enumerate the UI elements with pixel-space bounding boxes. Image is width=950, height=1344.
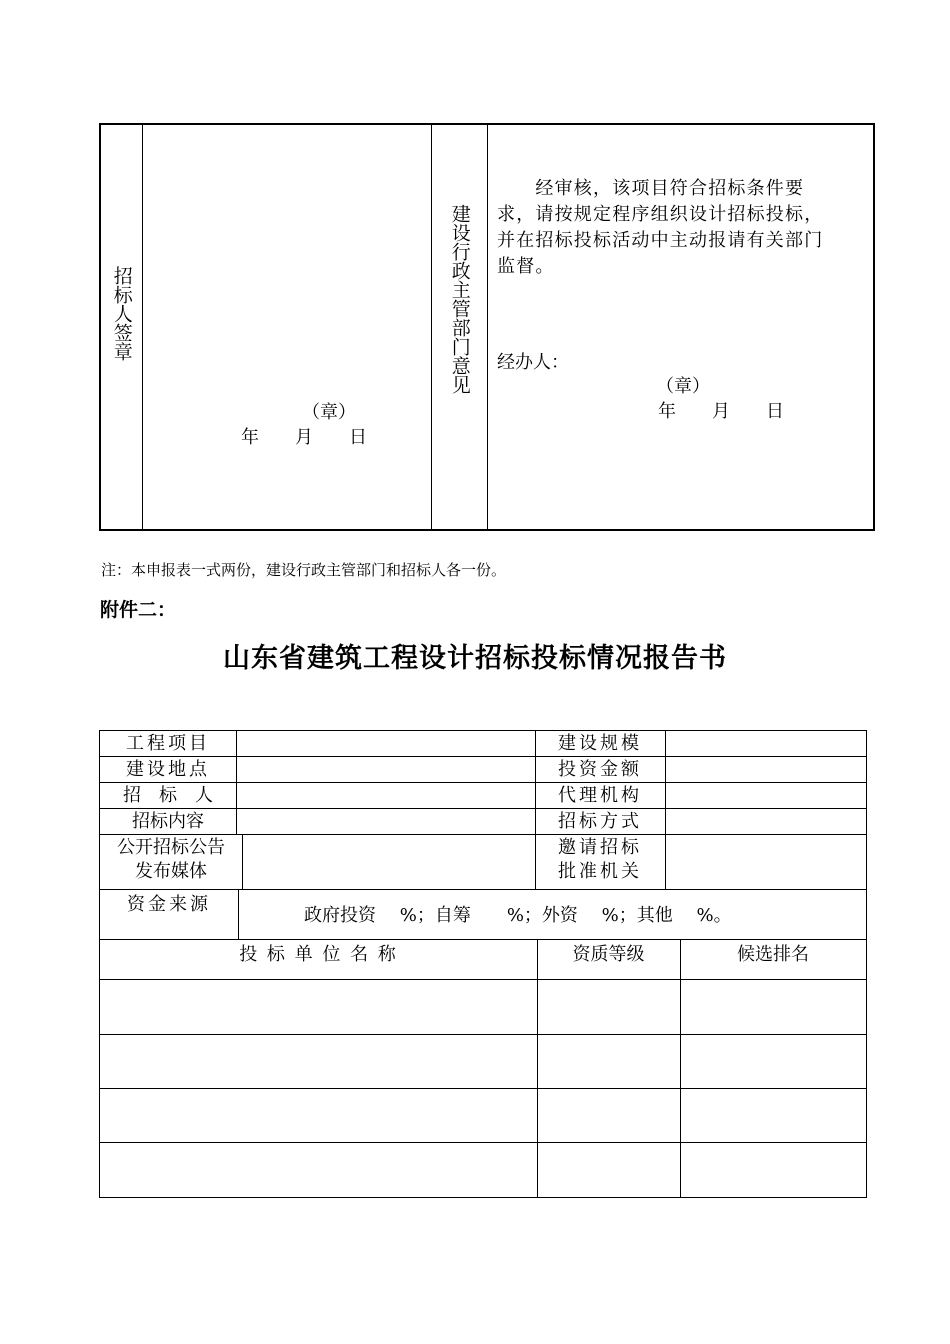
opinion-line: 经审核，该项目符合招标条件要 bbox=[497, 178, 805, 199]
authority-date: 年 月 日 bbox=[658, 401, 784, 422]
opinion-line: 求，请按规定程序组织设计招标投标， bbox=[497, 204, 824, 225]
table-row bbox=[100, 1089, 866, 1142]
bidder-seal: （章） bbox=[302, 402, 356, 423]
fund-text: 政府投资 %；自筹 %；外资 %；其他 %。 bbox=[304, 905, 732, 926]
table-row bbox=[100, 1143, 866, 1197]
bidder-label: 招 标 人 bbox=[123, 785, 213, 806]
authority-opinion-label: 建设行政主管部门意见 bbox=[448, 204, 471, 394]
note-text: 注：本申报表一式两份，建设行政主管部门和招标人各一份。 bbox=[101, 561, 507, 579]
header-rank: 候选排名 bbox=[737, 944, 809, 965]
header-qualification: 资质等级 bbox=[572, 944, 645, 965]
method-label: 招标方式 bbox=[558, 811, 642, 832]
location-label: 建设地点 bbox=[126, 759, 210, 780]
report-title: 山东省建筑工程设计招标投标情况报告书 bbox=[223, 643, 727, 674]
invite-label: 邀请招标 bbox=[558, 837, 642, 858]
opinion-line: 监督。 bbox=[497, 256, 555, 277]
invite-label-2: 批准机关 bbox=[558, 861, 642, 882]
header-bidder-name: 投 标 单 位 名 称 bbox=[239, 944, 398, 965]
table-row bbox=[100, 980, 866, 1034]
media-label-2: 发布媒体 bbox=[135, 861, 207, 882]
investment-label: 投资金额 bbox=[558, 759, 642, 780]
attachment-label: 附件二： bbox=[100, 599, 177, 621]
opinion-line: 并在招标投标活动中主动报请有关部门 bbox=[497, 230, 824, 251]
bidder-signature-label: 招标人签章 bbox=[110, 266, 133, 361]
scale-label: 建设规模 bbox=[558, 733, 642, 754]
agency-label: 代理机构 bbox=[558, 785, 642, 806]
handler-label: 经办人： bbox=[497, 352, 569, 373]
fund-label: 资金来源 bbox=[127, 894, 211, 915]
table-row bbox=[100, 1035, 866, 1088]
bidder-date: 年 月 日 bbox=[241, 427, 367, 448]
media-label: 公开招标公告 bbox=[117, 837, 225, 858]
authority-seal: （章） bbox=[656, 376, 710, 397]
project-label: 工程项目 bbox=[126, 733, 210, 754]
opinion-text bbox=[497, 176, 823, 280]
content-label: 招标内容 bbox=[132, 811, 204, 832]
